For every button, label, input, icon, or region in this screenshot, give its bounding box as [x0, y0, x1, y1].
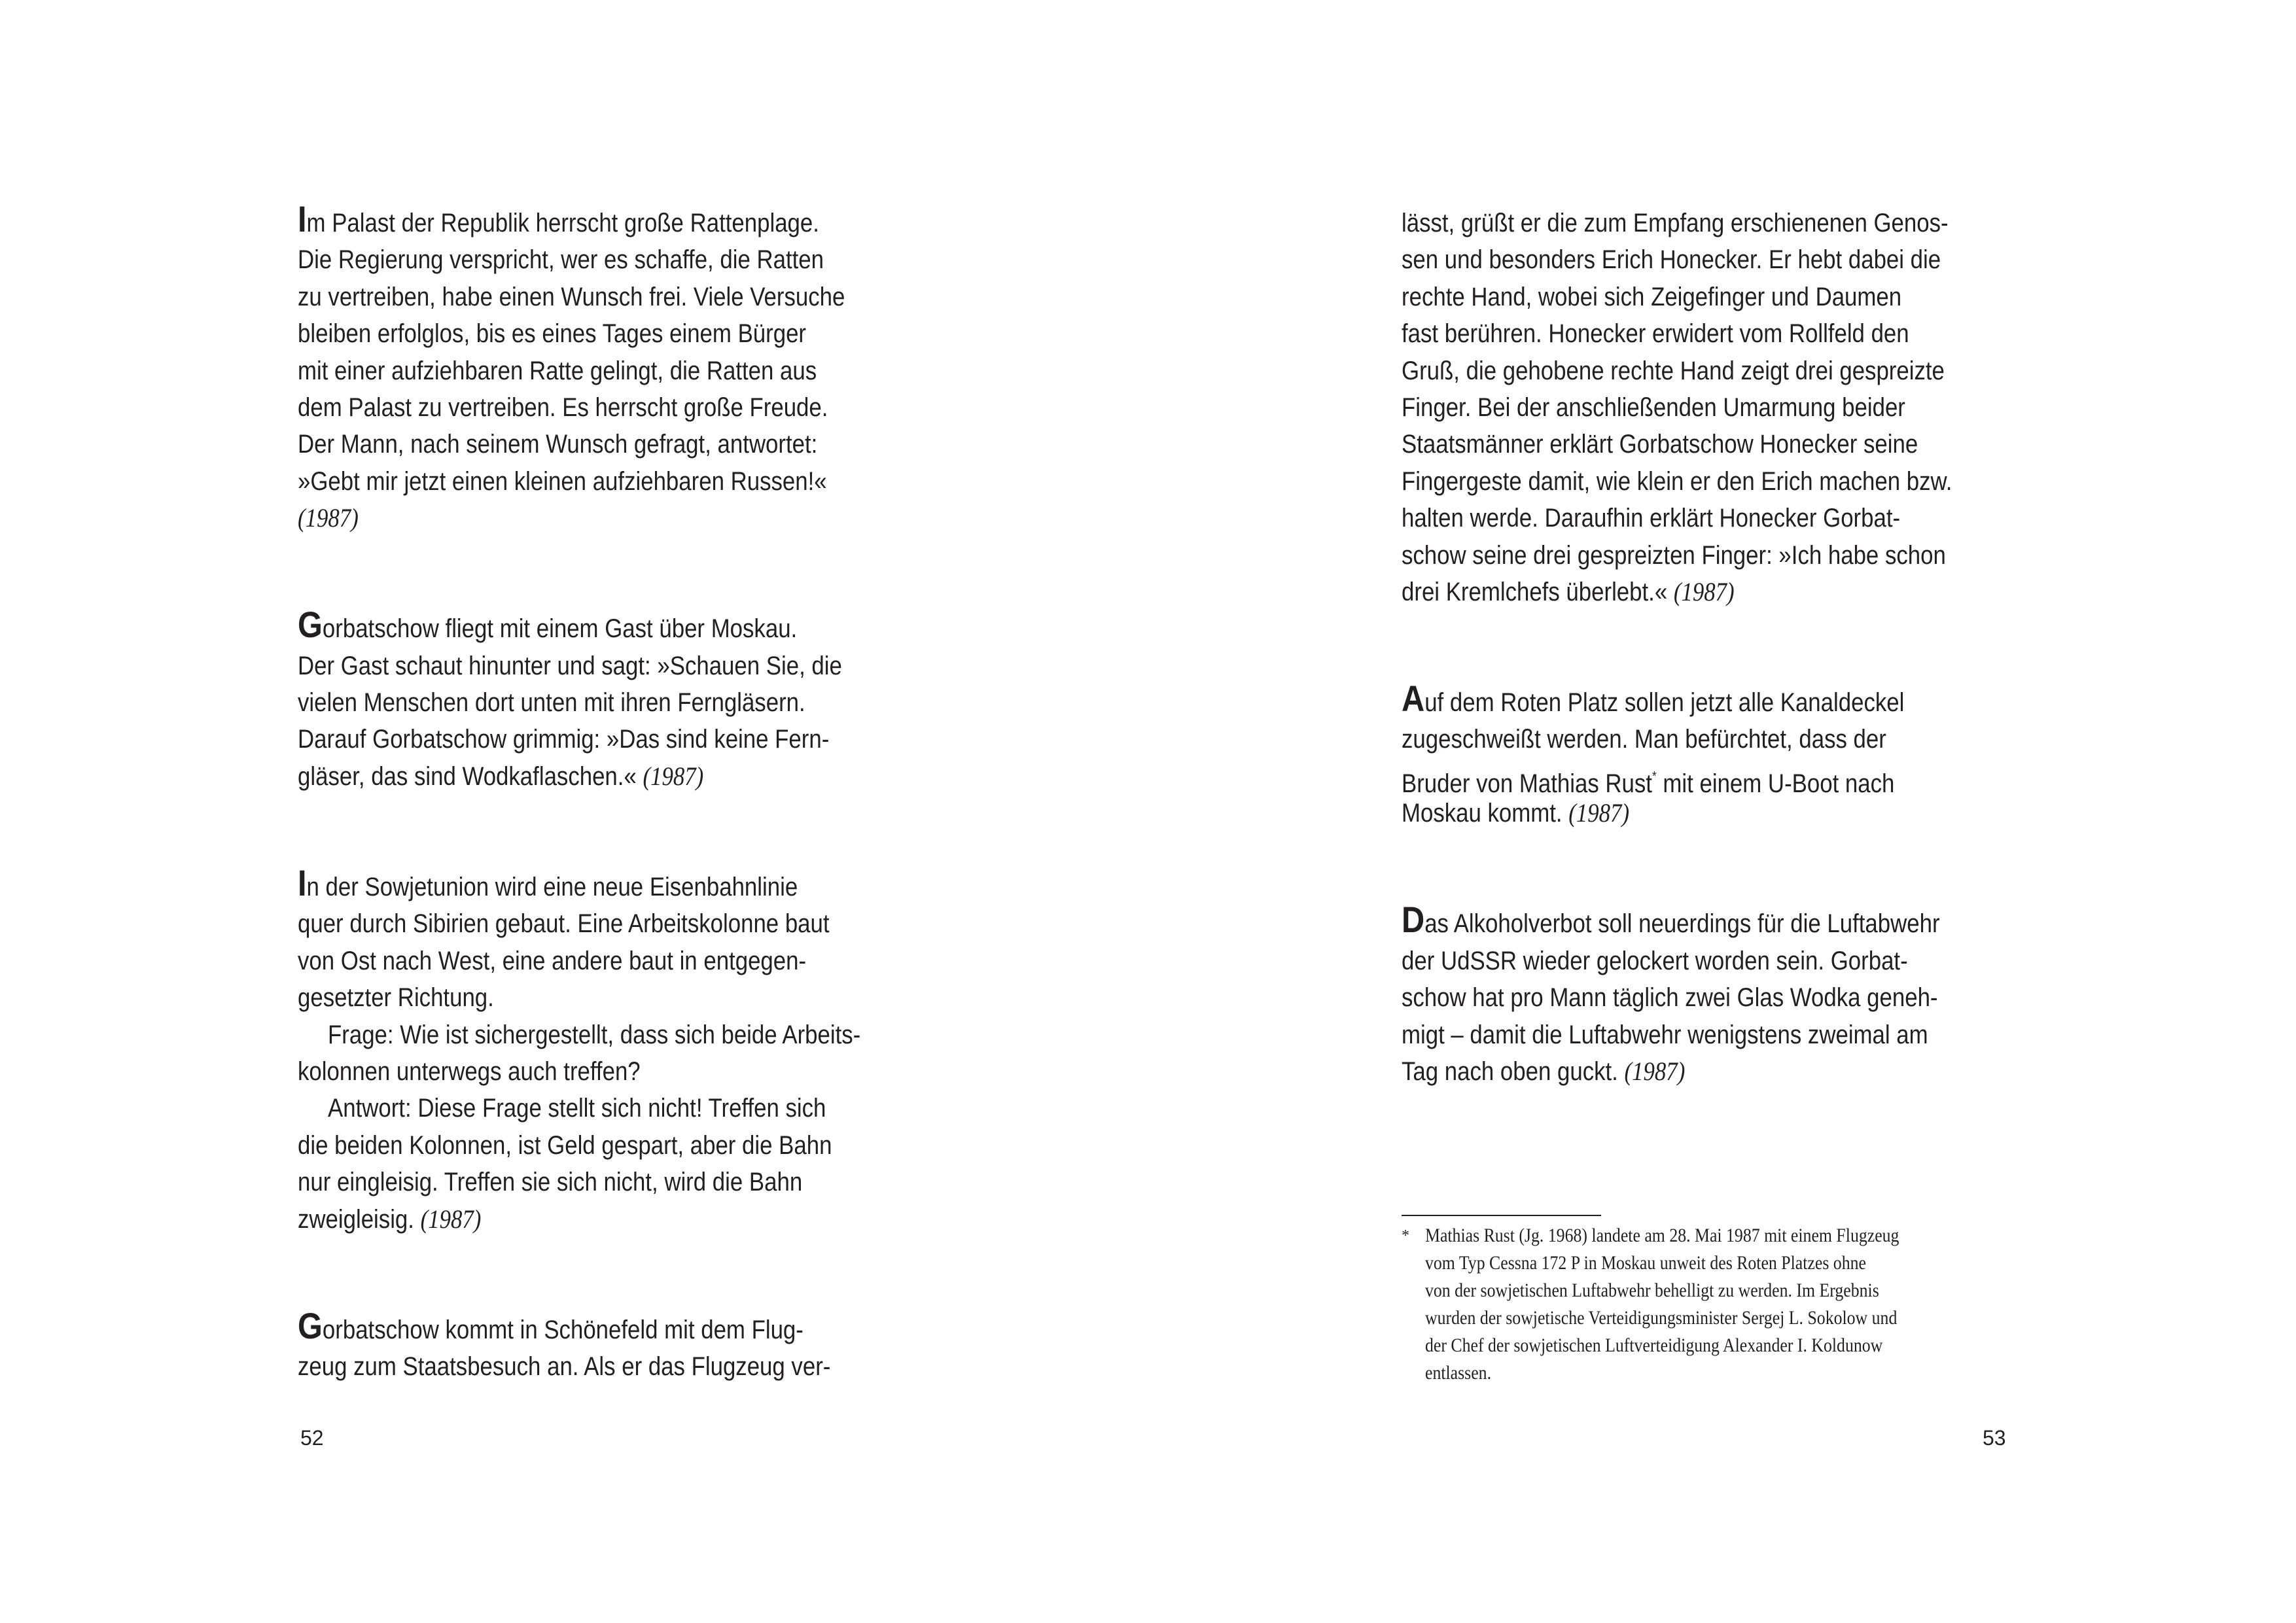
line-text: schow seine drei gespreizten Finger: »Ich habe schon: [1402, 540, 1946, 570]
line-text: Antwort: Diese Frage stellt sich nicht! Treffen sich: [328, 1094, 826, 1123]
line-content: [298, 1348, 830, 1385]
line-content: [1402, 500, 1900, 536]
text-line: [1402, 353, 2010, 389]
line-text: gesetzter Richtung.: [298, 983, 494, 1013]
joke-paragraph: [1402, 205, 2010, 610]
line-text: migt – damit die Luftabwehr wenigstens zweimal am: [1402, 1020, 1928, 1049]
text-line: [298, 241, 906, 278]
line-content: [298, 1304, 804, 1348]
year-label: (1987): [643, 761, 704, 791]
line-content: [298, 241, 824, 278]
text-line: [298, 1127, 906, 1164]
footnote-divider: [1402, 1215, 1601, 1216]
line-content: [1402, 315, 1909, 352]
line-content: [1402, 721, 1886, 758]
joke-paragraph: [1402, 899, 2010, 1090]
text-line: [1402, 500, 2010, 536]
text-line: [298, 862, 906, 905]
year-label: (1987): [1568, 798, 1630, 828]
text-line: [298, 979, 906, 1016]
line-text: as Alkoholverbot soll neuerdings für die Luftabwehr: [1424, 909, 1940, 939]
footnote-line: [1425, 1332, 2010, 1359]
line-content: [298, 1127, 832, 1164]
line-text: Finger. Bei der anschließenden Umarmung beider: [1402, 393, 1905, 422]
line-content: [328, 1090, 826, 1126]
line-text: n der Sowjetunion wird eine neue Eisenbahnlinie: [306, 873, 798, 902]
line-text: rechte Hand, wobei sich Zeigefinger und Daumen: [1402, 282, 1902, 311]
footnote-line-text: entlassen.: [1425, 1362, 1492, 1384]
line-text: zu vertreiben, habe einen Wunsch frei. Viele Versuche: [298, 282, 845, 311]
initial-letter: A: [1402, 678, 1425, 720]
line-text: orbatschow kommt in Schönefeld mit dem Flug-: [322, 1315, 804, 1344]
line-content: [1402, 389, 1905, 426]
text-line: [298, 1090, 906, 1126]
line-content: [1402, 426, 1918, 462]
line-text: Gruß, die gehobene rechte Hand zeigt drei gespreizte: [1402, 356, 1945, 385]
text-line: [298, 1304, 906, 1348]
line-content: [1402, 1053, 1685, 1090]
text-line: [298, 1053, 906, 1090]
year-label: (1987): [1624, 1056, 1686, 1087]
line-text: quer durch Sibirien gebaut. Eine Arbeitskolonne baut: [298, 909, 830, 939]
text-line: [298, 389, 906, 426]
text-line: [298, 279, 906, 315]
line-content: [298, 1164, 802, 1200]
line-content: [1402, 574, 1735, 610]
line-text: Staatsmänner erklärt Gorbatschow Honecker seine: [1402, 430, 1918, 459]
text-line: [1402, 721, 2010, 758]
joke-paragraph: [298, 198, 906, 537]
text-line: [298, 1348, 906, 1385]
line-content: [298, 905, 830, 942]
text-line: [298, 1164, 906, 1200]
line-text: zeug zum Staatsbesuch an. Als er das Flugzeug ver-: [298, 1352, 831, 1382]
line-text: die beiden Kolonnen, ist Geld gespart, aber die Bahn: [298, 1130, 832, 1160]
text-line: [1402, 537, 2010, 574]
text-line: [1402, 758, 2010, 798]
footnote-line-text: vom Typ Cessna 172 P in Moskau unweit des Roten Platzes ohne: [1425, 1252, 1866, 1274]
text-line: [1402, 241, 2010, 278]
line-text: uf dem Roten Platz sollen jetzt alle Kanaldeckel: [1424, 688, 1905, 718]
line-content: [298, 463, 827, 500]
line-content: [1402, 279, 1901, 315]
text-line: [298, 758, 906, 795]
line-text: sen und besonders Erich Honecker. Er hebt dabei die: [1402, 245, 1941, 275]
initial-letter: I: [298, 862, 307, 904]
line-content: [298, 353, 817, 389]
line-content: [298, 862, 798, 905]
line-text: fast berühren. Honecker erwidert vom Rollfeld den: [1402, 319, 1909, 349]
initial-letter: G: [298, 604, 323, 646]
page-number-right: 53: [1983, 1426, 2006, 1450]
line-text: halten werde. Daraufhin erklärt Honecker Gorbat-: [1402, 504, 1901, 533]
line-content: [298, 721, 829, 758]
text-line: [298, 315, 906, 352]
year-label: (1987): [298, 503, 359, 533]
line-content: [298, 1053, 641, 1090]
text-line: [1402, 315, 2010, 352]
text-line: [298, 353, 906, 389]
text-line: [1402, 1053, 2010, 1090]
line-text: vielen Menschen dort unten mit ihren Ferngläsern.: [298, 688, 805, 718]
line-text: m Palast der Republik herrscht große Rattenplage.: [306, 209, 819, 237]
line-content: [298, 604, 798, 647]
right-page-text: [1402, 205, 2010, 1164]
year-label: (1987): [1673, 576, 1735, 606]
footnote-line-text: wurden der sowjetische Verteidigungsminister Sergej L. Sokolow und: [1425, 1307, 1898, 1329]
line-text: Der Mann, nach seinem Wunsch gefragt, antwortet:: [298, 430, 818, 459]
line-text: Fingergeste damit, wie klein er den Erich machen bzw.: [1402, 466, 1952, 496]
line-content: [1402, 205, 1949, 241]
text-line: [298, 721, 906, 758]
line-content: [298, 426, 817, 462]
initial-letter: I: [298, 198, 307, 239]
line-text: Bruder von Mathias Rust: [1402, 769, 1652, 798]
text-line: [1402, 574, 2010, 610]
joke-paragraph: [298, 862, 906, 1238]
line-text: Tag nach oben guckt.: [1402, 1057, 1625, 1087]
line-text: »Gebt mir jetzt einen kleinen aufziehbaren Russen!«: [298, 466, 827, 496]
year-label: (1987): [420, 1204, 482, 1234]
line-content: [1402, 241, 1941, 278]
line-content: [1402, 1017, 1928, 1053]
text-line: [298, 648, 906, 684]
line-content: [1402, 353, 1945, 389]
line-content: [298, 389, 828, 426]
page-number-left: 52: [300, 1426, 324, 1450]
text-line: [298, 463, 906, 500]
text-line: [1402, 1017, 2010, 1053]
initial-letter: D: [1402, 899, 1425, 941]
line-content: [298, 198, 819, 241]
line-content: [298, 758, 703, 795]
line-text: bleiben erfolglos, bis es eines Tages einem Bürger: [298, 319, 807, 349]
joke-paragraph: [298, 1304, 906, 1386]
line-content: [298, 684, 805, 721]
text-line: [1402, 279, 2010, 315]
line-content: [298, 1201, 481, 1238]
text-line: [1402, 979, 2010, 1016]
text-line: [298, 198, 906, 241]
text-line: [1402, 463, 2010, 500]
footnote-line-text: von der sowjetischen Luftabwehr behelligt zu werden. Im Ergebnis: [1425, 1280, 1879, 1301]
text-line: [298, 1017, 906, 1053]
line-content: [298, 943, 806, 979]
footnote-line-text: Mathias Rust (Jg. 1968) landete am 28. Mai 1987 mit einem Flugzeug: [1425, 1225, 1899, 1246]
line-text: Darauf Gorbatschow grimmig: »Das sind keine Fern-: [298, 725, 830, 754]
line-content: [328, 1017, 860, 1053]
line-text: mit einer aufziehbaren Ratte gelingt, die Ratten aus: [298, 356, 817, 385]
left-page-text: [298, 198, 906, 1459]
line-content: [1402, 943, 1908, 979]
line-text: lässt, grüßt er die zum Empfang erschienenen Genos-: [1402, 209, 1949, 237]
footnote-line: [1425, 1304, 2010, 1332]
footnote-line: [1425, 1277, 2010, 1304]
line-content: [298, 648, 842, 684]
line-text: nur eingleisig. Treffen sie sich nicht, wird die Bahn: [298, 1168, 803, 1197]
line-text: der UdSSR wieder gelockert worden sein. Gorbat-: [1402, 946, 1908, 975]
line-content: [1402, 899, 1940, 942]
line-text: orbatschow fliegt mit einem Gast über Moskau.: [322, 614, 798, 644]
footnote-reference: *: [1651, 769, 1657, 784]
line-text: zweigleisig.: [298, 1204, 421, 1234]
line-text: Der Gast schaut hinunter und sagt: »Schauen Sie, die: [298, 651, 842, 680]
line-text: schow hat pro Mann täglich zwei Glas Wodka geneh-: [1402, 983, 1938, 1013]
line-content: [1402, 795, 1629, 831]
line-text: von Ost nach West, eine andere baut in entgegen-: [298, 946, 807, 975]
line-text: drei Kremlchefs überlebt.«: [1402, 577, 1674, 606]
footnote-marker: *: [1402, 1227, 1409, 1244]
text-line: [298, 1201, 906, 1238]
footnote-text: [1425, 1222, 2010, 1387]
text-line: [298, 500, 906, 536]
joke-paragraph: [1402, 678, 2010, 832]
line-content: [1402, 678, 1905, 721]
line-content: [1402, 463, 1952, 500]
text-line: [298, 604, 906, 647]
text-line: [1402, 426, 2010, 462]
footnote-line: [1425, 1222, 2010, 1249]
text-line: [1402, 678, 2010, 721]
joke-paragraph: [298, 604, 906, 795]
text-line: [1402, 205, 2010, 241]
line-content: [298, 979, 494, 1016]
text-line: [298, 684, 906, 721]
line-text: zugeschweißt werden. Man befürchtet, dass der: [1402, 725, 1886, 754]
text-line: [298, 943, 906, 979]
line-text: kolonnen unterwegs auch treffen?: [298, 1057, 641, 1087]
footnote-line-text: der Chef der sowjetischen Luftverteidigung Alexander I. Koldunow: [1425, 1335, 1883, 1356]
text-line: [298, 426, 906, 462]
line-text: Frage: Wie ist sichergestellt, dass sich beide Arbeits-: [328, 1020, 861, 1049]
line-content: [1402, 979, 1938, 1016]
line-content: [298, 500, 359, 536]
line-text: Die Regierung verspricht, wer es schaffe, die Ratten: [298, 245, 824, 275]
footnote-line: [1425, 1359, 2010, 1387]
line-content: [1402, 537, 1946, 574]
text-line: [1402, 943, 2010, 979]
line-content: [298, 279, 845, 315]
line-text: gläser, das sind Wodkaflaschen.«: [298, 761, 643, 791]
footnote: [1402, 1222, 2010, 1387]
text-line: [1402, 389, 2010, 426]
line-text: dem Palast zu vertreiben. Es herrscht große Freude.: [298, 393, 828, 422]
initial-letter: G: [298, 1304, 323, 1346]
text-line: [298, 905, 906, 942]
line-text: mit einem U-Boot nach: [1656, 769, 1895, 798]
line-content: [298, 315, 806, 352]
line-text: Moskau kommt.: [1402, 799, 1569, 828]
footnote-line: [1425, 1249, 2010, 1277]
text-line: [1402, 899, 2010, 942]
